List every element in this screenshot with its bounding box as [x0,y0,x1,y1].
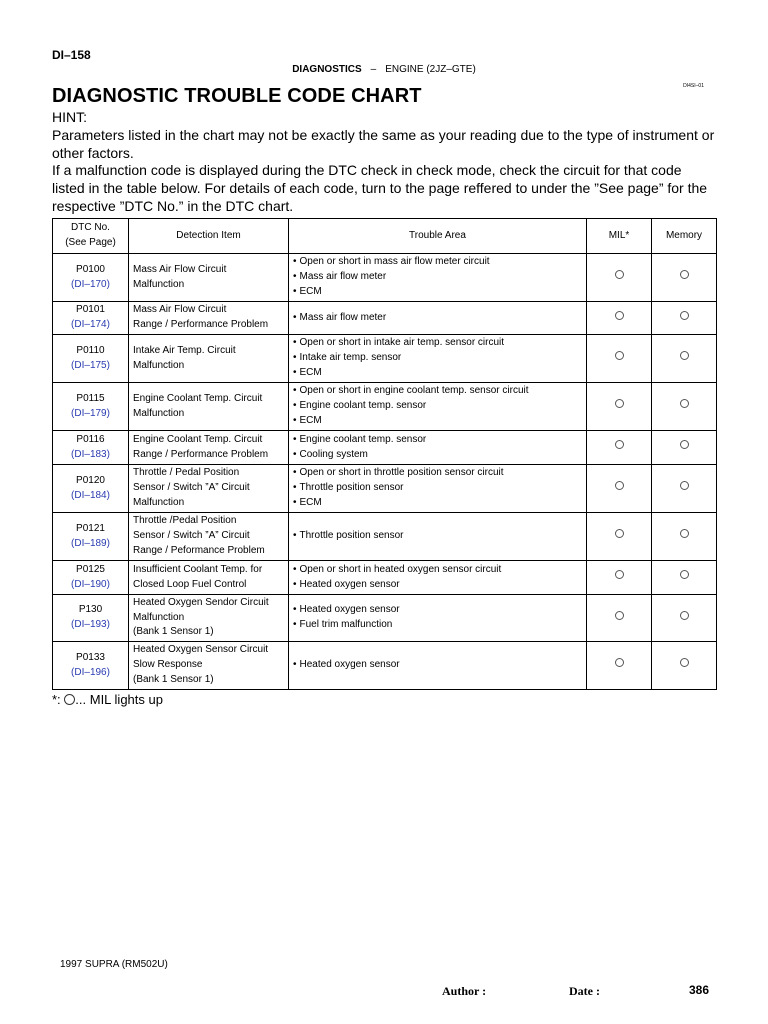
trouble-item: • Fuel trim malfunction [293,618,582,633]
mil-cell [587,595,652,642]
table-row [53,254,717,302]
trouble-item: • Open or short in engine coolant temp. sensor circuit [293,384,582,399]
circle-icon [680,311,689,320]
detection-item-cell [129,431,289,465]
detection-line: Heated Oxygen Sendor Circuit [133,596,269,608]
trouble-item: • Open or short in mass air flow meter circuit [293,255,582,270]
circle-icon [680,351,689,360]
detection-line: Mass Air Flow Circuit [133,304,227,316]
table-row [53,383,717,431]
page-number: 386 [689,983,710,997]
detection-line: Malfunction [133,611,185,623]
see-page-ref: (DI–184) [71,489,110,501]
see-page-ref: (DI–196) [71,666,110,678]
footnote [52,692,163,707]
table-header-row [53,219,717,254]
table-row [53,561,717,595]
page-id: DI–158 [52,48,91,62]
mil-cell [587,513,652,561]
trouble-item: • Intake air temp. sensor [293,351,582,366]
trouble-item: • Throttle position sensor [293,481,582,496]
table-row [53,513,717,561]
footnote-text: ... MIL lights up [75,692,163,707]
mil-cell [587,431,652,465]
trouble-item: • Open or short in throttle position sensor circuit [293,466,582,481]
header-mil: MIL* [587,219,652,254]
running-header [0,64,768,75]
trouble-area-cell [289,383,587,431]
trouble-area-cell [289,302,587,335]
circle-icon [615,311,624,320]
circle-icon [680,658,689,667]
dtc-code: P0133 [76,651,105,663]
trouble-area-cell [289,254,587,302]
trouble-list [293,466,582,510]
memory-cell [652,254,717,302]
circle-icon [64,694,75,705]
see-page-ref: (DI–175) [71,359,110,371]
circle-icon [680,399,689,408]
detection-item-cell [129,302,289,335]
section-name: DIAGNOSTICS [292,64,362,75]
see-page-ref: (DI–174) [71,319,110,330]
header-dtc-line2: (See Page) [65,237,116,248]
mil-cell [587,561,652,595]
memory-cell [652,383,717,431]
mil-cell [587,465,652,513]
dtc-table-body [53,254,717,690]
detection-item-cell [129,254,289,302]
dtc-code: P0116 [76,433,105,445]
detection-line: Slow Response [133,659,203,671]
memory-cell [652,431,717,465]
subsection-name: ENGINE (2JZ–GTE) [385,64,476,75]
detection-item-cell [129,561,289,595]
trouble-area-cell [289,465,587,513]
dtc-code: P0121 [76,522,105,534]
see-page-ref: (DI–190) [71,578,110,590]
trouble-item: • Heated oxygen sensor [293,578,582,593]
circle-icon [680,440,689,449]
trouble-area-cell [289,431,587,465]
detection-line: Closed Loop Fuel Control [133,578,247,590]
trouble-item: • Mass air flow meter [293,311,582,326]
dtc-code: P0120 [76,474,105,486]
circle-icon [615,611,624,620]
circle-icon [680,270,689,279]
memory-cell [652,595,717,642]
trouble-item: • Cooling system [293,448,582,463]
page-title: DIAGNOSTIC TROUBLE CODE CHART [52,85,422,107]
trouble-list [293,255,582,299]
detection-line: Throttle /Pedal Position [133,515,237,527]
detection-line: Range / Peformance Problem [133,544,265,556]
table-row [53,431,717,465]
trouble-item: • ECM [293,414,582,429]
trouble-item: • Heated oxygen sensor [293,603,582,618]
dtc-cell [53,254,129,302]
dtc-cell [53,561,129,595]
trouble-item: • Open or short in heated oxygen sensor circuit [293,563,582,578]
trouble-list [293,658,582,673]
dtc-code: P0115 [76,392,105,404]
memory-cell [652,465,717,513]
circle-icon [615,399,624,408]
table-row [53,595,717,642]
detection-line: (Bank 1 Sensor 1) [133,626,214,638]
detection-line: Range / Performance Problem [133,319,269,330]
trouble-list [293,603,582,632]
circle-icon [615,270,624,279]
dtc-cell [53,595,129,642]
header-detection-item: Detection Item [129,219,289,254]
author-label: Author : [442,984,487,998]
dtc-code: P130 [78,604,103,616]
trouble-list [293,336,582,380]
dtc-cell [53,335,129,383]
trouble-item: • ECM [293,285,582,300]
memory-cell [652,302,717,335]
circle-icon [615,440,624,449]
detection-line: Malfunction [133,359,185,371]
dtc-cell [53,642,129,690]
trouble-list [293,384,582,428]
circle-icon [615,570,624,579]
see-page-ref: (DI–189) [71,537,110,549]
memory-cell [652,335,717,383]
memory-cell [652,642,717,690]
mil-cell [587,335,652,383]
detection-item-cell [129,465,289,513]
see-page-ref: (DI–183) [71,448,110,460]
trouble-item: • Engine coolant temp. sensor [293,433,582,448]
table-row [53,335,717,383]
mil-cell [587,302,652,335]
trouble-area-cell [289,642,587,690]
dtc-cell [53,465,129,513]
table-row [53,465,717,513]
dtc-code: P0125 [76,563,105,575]
memory-cell [652,513,717,561]
trouble-list [293,563,582,592]
trouble-item: • Mass air flow meter [293,270,582,285]
mil-cell [587,383,652,431]
dtc-code: P0100 [76,263,105,275]
detection-line: Throttle / Pedal Position [133,467,240,479]
dtc-cell [53,431,129,465]
paragraph-instructions: If a malfunction code is displayed during the DTC check in check mode, check the circuit for that code listed in the table below. For details of each code, turn to the page reffered to under the ”See page” for the respective ”DTC No.” in the DTC chart. [52,162,708,214]
trouble-area-cell [289,595,587,642]
table-row [53,642,717,690]
footnote-prefix: *: [52,692,65,707]
detection-line: Insufficient Coolant Temp. for [133,563,263,575]
circle-icon [680,529,689,538]
detection-item-cell [129,335,289,383]
trouble-item: • Throttle position sensor [293,529,582,544]
trouble-list [293,433,582,462]
trouble-item: • Open or short in intake air temp. sensor circuit [293,336,582,351]
document-reference: DI4SI–01 [683,83,704,89]
detection-line: Malfunction [133,407,185,419]
detection-line: Sensor / Switch ”A” Circuit [133,530,250,542]
detection-line: Sensor / Switch ”A” Circuit [133,482,250,494]
dtc-cell [53,383,129,431]
trouble-area-cell [289,561,587,595]
detection-line: Engine Coolant Temp. Circuit [133,392,263,404]
see-page-ref: (DI–193) [71,619,110,630]
model-code: 1997 SUPRA (RM502U) [60,959,168,970]
trouble-item: • ECM [293,496,582,511]
table-row [53,302,717,335]
circle-icon [680,570,689,579]
circle-icon [680,611,689,620]
detection-line: Malfunction [133,278,185,290]
see-page-ref: (DI–170) [71,278,110,290]
detection-line: (Bank 1 Sensor 1) [133,673,214,685]
circle-icon [615,481,624,490]
circle-icon [615,351,624,360]
detection-line: Malfunction [133,496,185,508]
memory-cell [652,561,717,595]
detection-line: Heated Oxygen Sensor Circuit [133,644,269,656]
detection-item-cell [129,513,289,561]
dtc-cell [53,302,129,335]
trouble-item: • Heated oxygen sensor [293,658,582,673]
date-label: Date : [569,984,600,998]
dtc-code: P0110 [76,344,105,356]
detection-line: Engine Coolant Temp. Circuit [133,433,263,445]
trouble-item: • ECM [293,366,582,381]
detection-item-cell [129,642,289,690]
trouble-area-cell [289,513,587,561]
detection-line: Range / Performance Problem [133,448,269,460]
trouble-list [293,529,582,544]
circle-icon [680,481,689,490]
hint-label: HINT: [52,109,87,125]
trouble-list [293,311,582,326]
detection-item-cell [129,595,289,642]
dtc-table [52,218,717,690]
trouble-item: • Engine coolant temp. sensor [293,399,582,414]
trouble-area-cell [289,335,587,383]
detection-item-cell [129,383,289,431]
dtc-cell [53,513,129,561]
header-dtc-no [53,219,129,254]
detection-line: Intake Air Temp. Circuit [133,344,236,356]
mil-cell [587,642,652,690]
header-trouble-area: Trouble Area [289,219,587,254]
see-page-ref: (DI–179) [71,407,110,419]
circle-icon [615,658,624,667]
header-dtc-line1: DTC No. [71,222,110,234]
circle-icon [615,529,624,538]
paragraph-parameters: Parameters listed in the chart may not be exactly the same as your reading due to the type of instrument or other factors. [52,126,715,161]
intro-text [52,109,718,216]
header-separator: – [370,64,377,75]
detection-line: Mass Air Flow Circuit [133,263,227,275]
mil-cell [587,254,652,302]
dtc-code: P0101 [76,304,105,316]
header-memory: Memory [652,219,717,254]
